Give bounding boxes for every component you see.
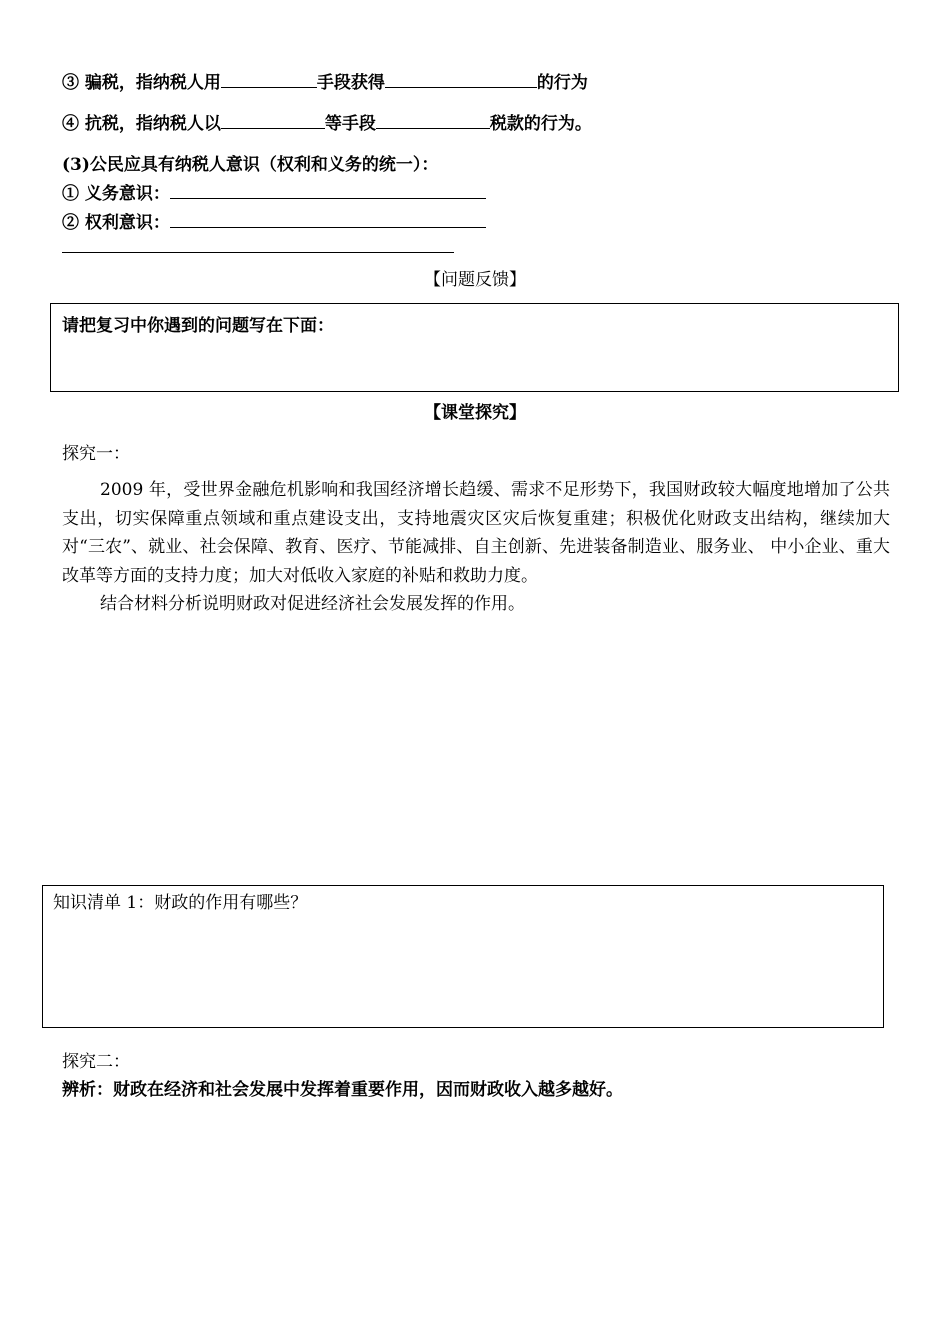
feedback-prompt: 请把复习中你遇到的问题写在下面： [62,316,334,336]
right-blank[interactable] [170,213,486,228]
item4-mid: 等手段 [324,114,376,134]
right-awareness-row [62,208,486,233]
item3-suffix: 的行为 [536,73,588,93]
feedback-title: 【问题反馈】 [424,270,526,290]
inquiry-one-label: 探究一： [62,444,130,464]
item3-blank-2[interactable] [385,73,537,88]
item4-blank-2[interactable] [376,114,490,129]
tax-item-3 [62,68,588,93]
knowledge-list-prompt: 知识清单 1：财政的作用有哪些？ [53,893,308,913]
item4-suffix: 税款的行为。 [489,114,592,134]
right-label: ② 权利意识： [62,213,170,233]
duty-awareness-row [62,179,486,204]
item3-mid: 手段获得 [316,73,385,93]
heading-text: 公民应具有纳税人意识（权利和义务的统一）： [89,155,439,175]
material-paragraph: 2009 年，受世界金融危机影响和我国经济增长趋缓、需求不足形势下，我国财政较大幅度地增加了公共支出，切实保障重点领域和重点建设支出，支持地震灾区灾后恢复重建；积极优化财政支出结构，继续加大对“三农”、就业、社会保障、教育、医疗、节能减排、自主创新、先进装备制造业、服务业、 中小企业、重大改革等方面的支持力度；加大对低收入家庭的补贴和救助力度。 [62,480,890,586]
inquiry-two-label: 探究二： [62,1052,130,1072]
item3-prefix: ③ 骗税，指纳税人用 [62,73,221,93]
right-awareness-blank-continued[interactable] [62,252,454,253]
inquiry-one-question: 结合材料分析说明财政对促进经济社会发展发挥的作用。 [100,594,525,614]
tax-item-4 [62,109,592,134]
duty-label: ① 义务意识： [62,184,170,204]
inquiry-two-analysis: 辨析：财政在经济和社会发展中发挥着重要作用，因而财政收入越多越好。 [62,1080,623,1100]
item4-blank-1[interactable] [221,114,325,129]
item3-blank-1[interactable] [221,73,317,88]
feedback-box[interactable] [50,303,899,392]
taxpayer-awareness-heading [62,150,438,175]
item4-prefix: ④ 抗税，指纳税人以 [62,114,221,134]
heading-number: (3) [62,155,90,175]
knowledge-list-box[interactable] [42,885,884,1028]
duty-blank[interactable] [170,184,486,199]
inquiry-title: 【课堂探究】 [424,403,526,423]
